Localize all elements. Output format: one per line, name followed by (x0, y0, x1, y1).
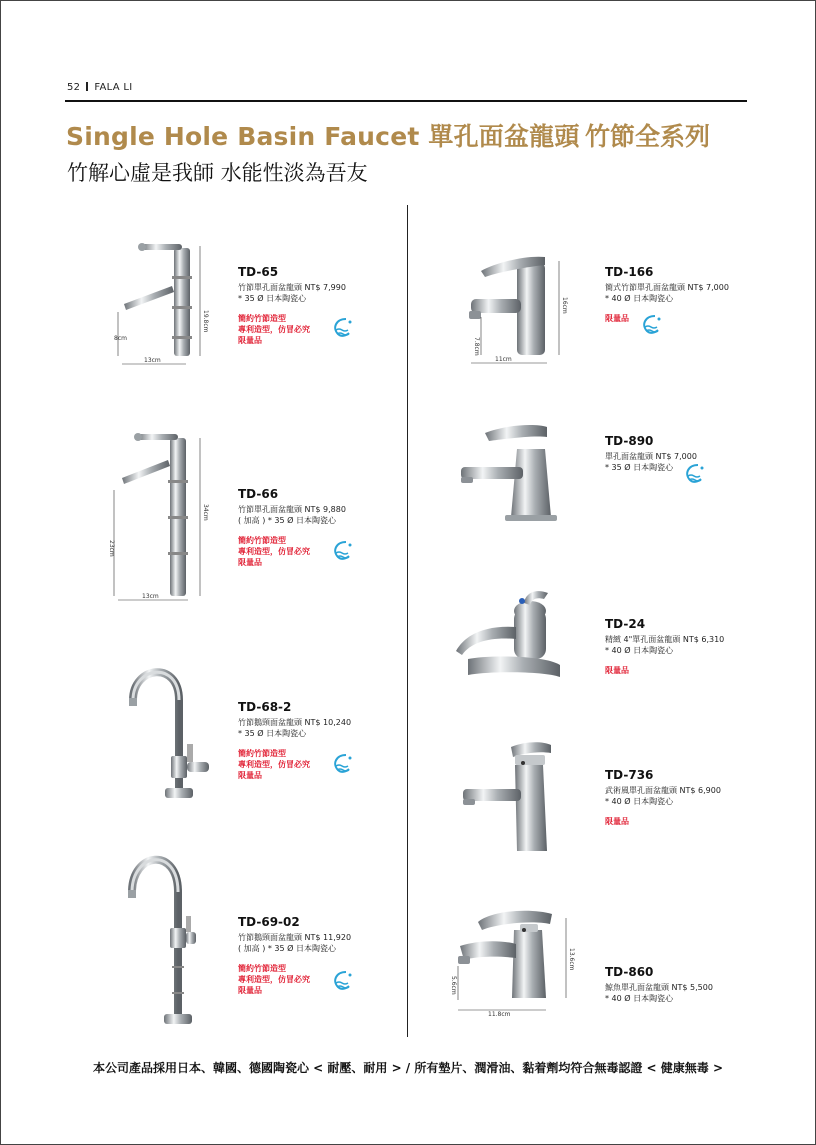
product-td-736 (605, 768, 721, 827)
td-24-photo (448, 585, 568, 695)
water-wave-icon (637, 313, 663, 339)
header-rule (65, 100, 747, 102)
td-65-dim-spout: 8cm (114, 335, 127, 342)
water-wave-icon (328, 316, 354, 342)
product-feature: 限量品 (605, 314, 629, 323)
product-model: TD-24 (605, 617, 646, 631)
product-desc: 竹節鵝頸面盆龍頭 NT$ 10,240 (238, 718, 352, 727)
td-736-photo (455, 735, 575, 857)
product-desc: 單孔面盆龍頭 NT$ 7,000 (605, 452, 697, 461)
product-desc: 鯨魚單孔面盆龍頭 NT$ 5,500 (605, 983, 713, 992)
product-desc: * 40 Ø 日本陶瓷心 (605, 797, 674, 806)
td-860-dim-spout: 5.6cm (450, 976, 457, 995)
product-model: TD-69-02 (238, 915, 300, 929)
product-model: TD-66 (238, 487, 279, 501)
product-feature: 限量品 (238, 986, 262, 995)
td-66-dim-spout: 23cm (108, 540, 115, 557)
td-66-dim-height: 34cm (202, 504, 209, 521)
td-69-02-photo (118, 846, 218, 1028)
product-model: TD-890 (605, 434, 654, 448)
td-890-photo (455, 415, 575, 525)
td-65-dim-width: 13cm (144, 357, 161, 364)
product-desc: 武術風單孔面盆龍頭 NT$ 6,900 (605, 786, 721, 795)
product-feature: 專利造型，仿冒必究 (238, 760, 310, 769)
product-model: TD-65 (238, 265, 279, 279)
product-feature: 限量品 (238, 771, 262, 780)
product-desc: * 40 Ø 日本陶瓷心 (605, 646, 674, 655)
product-model: TD-736 (605, 768, 654, 782)
product-feature: 簡約竹節造型 (238, 749, 286, 758)
product-feature: 簡約竹節造型 (238, 536, 286, 545)
product-desc: 竹節單孔面盆龍頭 NT$ 7,990 (238, 283, 346, 292)
running-header (67, 82, 132, 93)
product-desc: ( 加高 ) * 35 Ø 日本陶瓷心 (238, 516, 336, 525)
page-number: 52 (67, 82, 81, 93)
water-wave-icon (328, 752, 354, 778)
product-desc: * 40 Ø 日本陶瓷心 (605, 294, 674, 303)
product-model: TD-68-2 (238, 700, 292, 714)
product-feature: 簡約竹節造型 (238, 314, 286, 323)
td-66-dim-width: 13cm (142, 593, 159, 600)
product-desc: 簡式竹節單孔面盆龍頭 NT$ 7,000 (605, 283, 729, 292)
td-166-dim-width: 11cm (495, 356, 512, 363)
product-desc: 竹節單孔面盆龍頭 NT$ 9,880 (238, 505, 346, 514)
td-860-photo (442, 900, 582, 1025)
product-desc: * 35 Ø 日本陶瓷心 (238, 294, 307, 303)
td-166-photo (455, 245, 575, 370)
product-feature: 限量品 (238, 336, 262, 345)
product-feature: 專利造型，仿冒必究 (238, 975, 310, 984)
td-65-photo (112, 240, 212, 370)
water-wave-icon (328, 969, 354, 995)
product-desc: * 35 Ø 日本陶瓷心 (238, 729, 307, 738)
td-166-dim-spout: 7.8cm (473, 337, 480, 356)
product-desc: * 35 Ø 日本陶瓷心 (605, 463, 674, 472)
product-desc: * 40 Ø 日本陶瓷心 (605, 994, 674, 1003)
footer-note: 本公司產品採用日本、韓國、德國陶瓷心 < 耐壓、耐用 > / 所有墊片、潤滑油、黏着劑均符合無毒認證 < 健康無毒 > (92, 1061, 724, 1075)
product-feature: 限量品 (238, 558, 262, 567)
td-65-dim-height: 19.8cm (202, 310, 209, 333)
page-title: Single Hole Basin Faucet 單孔面盆龍頭 (66, 122, 580, 151)
td-860-dim-height: 13.6cm (568, 948, 575, 971)
product-desc: 精緻 4"單孔面盆龍頭 NT$ 6,310 (605, 635, 725, 644)
product-model: TD-166 (605, 265, 654, 279)
product-feature: 限量品 (605, 817, 629, 826)
series-title: 竹節全系列 (585, 122, 711, 151)
td-860-dim-width: 11.8cm (488, 1011, 511, 1018)
water-wave-icon (680, 462, 706, 488)
product-desc: ( 加高 ) * 35 Ø 日本陶瓷心 (238, 944, 336, 953)
column-divider (407, 205, 408, 1037)
td-166-dim-height: 16cm (561, 297, 568, 314)
product-feature: 簡約竹節造型 (238, 964, 286, 973)
product-td-860 (605, 965, 713, 1004)
product-feature: 限量品 (605, 666, 629, 675)
slogan: 竹解心虛是我師 水能性淡為吾友 (67, 161, 368, 185)
product-td-166 (605, 265, 729, 324)
product-feature: 專利造型，仿冒必究 (238, 325, 310, 334)
brand-name: FALA LI (94, 82, 133, 93)
td-68-2-photo (115, 660, 215, 802)
product-feature: 專利造型，仿冒必究 (238, 547, 310, 556)
header-separator (86, 82, 88, 91)
product-model: TD-860 (605, 965, 654, 979)
product-td-24 (605, 617, 724, 676)
product-desc: 竹節鵝頸面盆龍頭 NT$ 11,920 (238, 933, 352, 942)
water-wave-icon (328, 539, 354, 565)
td-66-photo (108, 430, 218, 602)
